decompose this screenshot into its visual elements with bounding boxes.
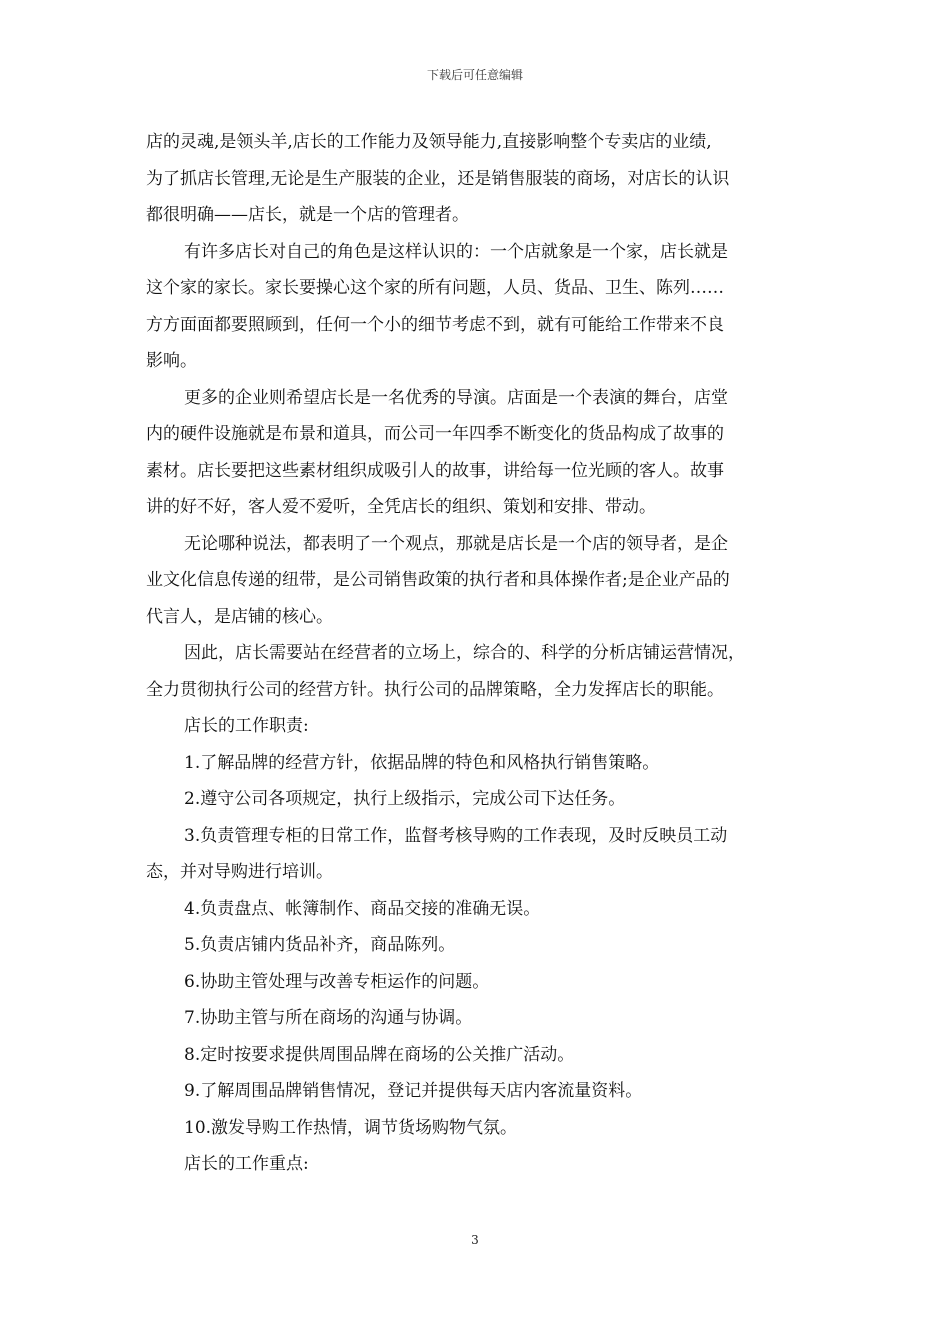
list-item: 6.协助主管处理与改善专柜运作的问题。: [184, 971, 490, 992]
text-line: 素材。店长要把这些素材组织成吸引人的故事，讲给每一位光顾的客人。故事: [146, 460, 724, 481]
list-item: 4.负责盘点、帐簿制作、商品交接的准确无误。: [184, 898, 541, 919]
text-line: 讲的好不好，客人爱不爱听，全凭店长的组织、策划和安排、带动。: [146, 497, 656, 517]
duties-list: [146, 745, 814, 1147]
duties-heading: [146, 708, 814, 745]
text-line: 店的灵魂,是领头羊,店长的工作能力及领导能力,直接影响整个专卖店的业绩,: [146, 132, 712, 152]
paragraph-store-soul: [146, 124, 814, 234]
paragraph-conclusion: [146, 635, 814, 708]
text-line: 店长的工作重点:: [184, 1154, 309, 1174]
text-line: 为了抓店长管理,无论是生产服装的企业，还是销售服装的商场，对店长的认识: [146, 168, 730, 189]
page-header: 下载后可任意编辑: [426, 68, 523, 82]
paragraph-manager-as-director: [146, 380, 814, 526]
text-line: 代言人，是店铺的核心。: [146, 606, 333, 627]
paragraph-manager-as-leader: [146, 526, 814, 636]
document-body: [146, 124, 814, 1183]
text-line: 店长的工作职责:: [184, 716, 309, 736]
text-line: 业文化信息传递的纽带，是公司销售政策的执行者和具体操作者;是企业产品的: [146, 570, 730, 590]
text-line: 方方面面都要照顾到，任何一个小的细节考虑不到，就有可能给工作带来不良: [146, 314, 724, 335]
focus-heading: [146, 1146, 814, 1183]
list-item: 5.负责店铺内货品补齐，商品陈列。: [184, 935, 456, 955]
text-line: 更多的企业则希望店长是一名优秀的导演。店面是一个表演的舞台，店堂: [184, 387, 728, 408]
list-item: 9.了解周围品牌销售情况，登记并提供每天店内客流量资料。: [184, 1081, 643, 1101]
text-line: 无论哪种说法，都表明了一个观点，那就是店长是一个店的领导者，是企: [184, 533, 728, 554]
paragraph-manager-as-parent: [146, 234, 814, 380]
text-line: 都很明确——店长，就是一个店的管理者。: [146, 205, 469, 225]
list-item: 2.遵守公司各项规定，执行上级指示，完成公司下达任务。: [184, 789, 626, 809]
list-item: 8.定时按要求提供周围品牌在商场的公关推广活动。: [184, 1044, 575, 1065]
page-number: 3: [471, 1233, 479, 1247]
list-item-continuation: 态，并对导购进行培训。: [146, 862, 333, 882]
text-line: 因此，店长需要站在经营者的立场上，综合的、科学的分析店铺运营情况，: [184, 643, 745, 663]
text-line: 有许多店长对自己的角色是这样认识的：一个店就象是一个家，店长就是: [184, 241, 728, 262]
list-item: 7.协助主管与所在商场的沟通与协调。: [184, 1008, 473, 1028]
text-line: 内的硬件设施就是布景和道具，而公司一年四季不断变化的货品构成了故事的: [146, 424, 724, 444]
text-line: 这个家的家长。家长要操心这个家的所有问题，人员、货品、卫生、陈列……: [146, 278, 724, 298]
list-item: 1.了解品牌的经营方针，依据品牌的特色和风格执行销售策略。: [184, 752, 660, 773]
list-item: 3.负责管理专柜的日常工作，监督考核导购的工作表现，及时反映员工动: [184, 825, 728, 846]
text-line: 影响。: [146, 351, 197, 371]
text-line: 全力贯彻执行公司的经营方针。执行公司的品牌策略，全力发挥店长的职能。: [146, 679, 724, 700]
list-item: 10.激发导购工作热情，调节货场购物气氛。: [184, 1117, 518, 1138]
